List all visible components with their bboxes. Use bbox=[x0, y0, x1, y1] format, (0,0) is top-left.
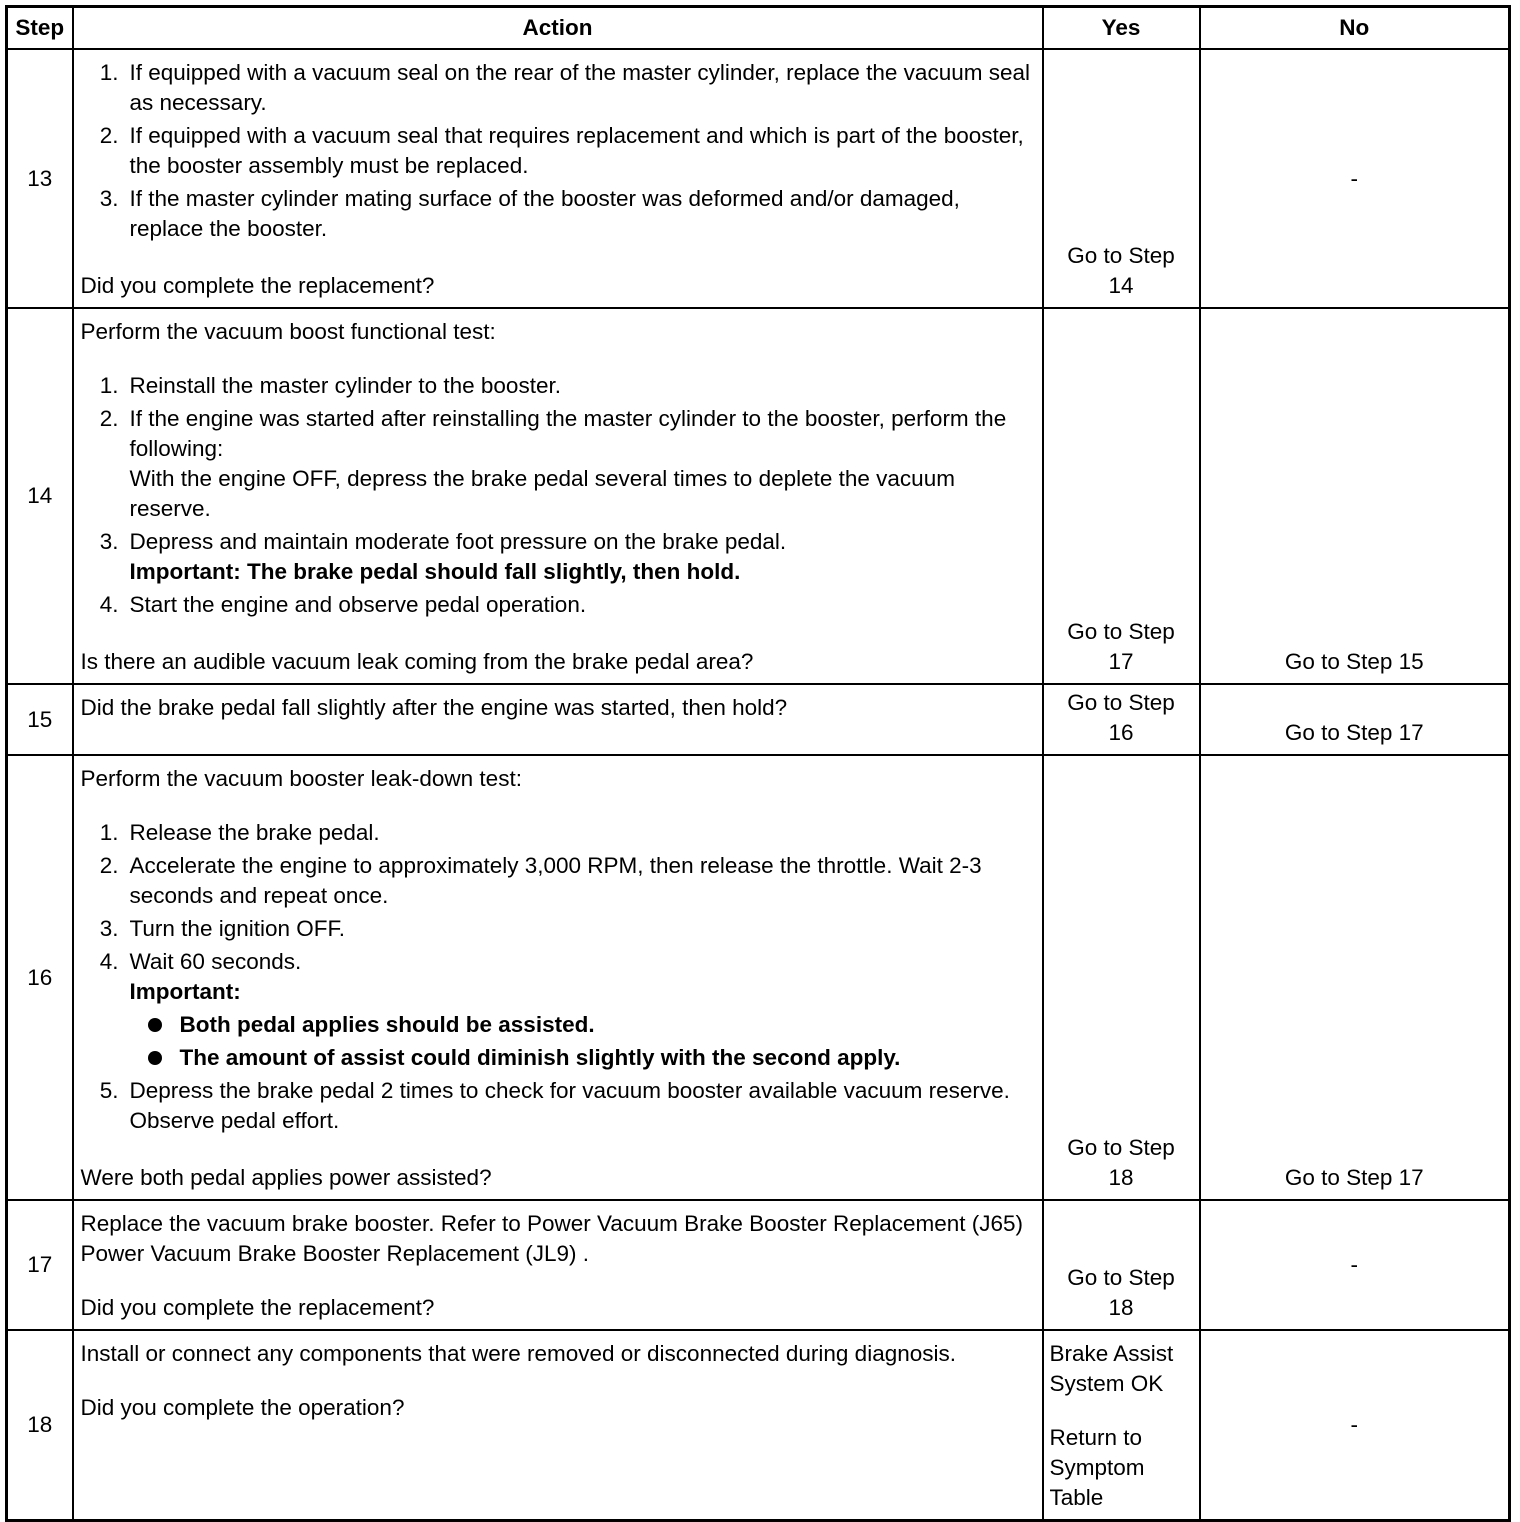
question-text: Did you complete the replacement? bbox=[80, 1295, 435, 1320]
yes-cell: Go to Step 16 bbox=[1043, 684, 1200, 755]
no-cell: Go to Step 17 bbox=[1200, 755, 1510, 1200]
important-label: Important: bbox=[129, 979, 241, 1004]
table-row bbox=[7, 1200, 1510, 1330]
action-list bbox=[81, 58, 1034, 244]
table-row bbox=[7, 308, 1510, 684]
intro-text: Perform the vacuum boost functional test: bbox=[80, 319, 496, 344]
action-cell bbox=[73, 308, 1043, 684]
step-number: 14 bbox=[7, 308, 73, 684]
table-row bbox=[7, 755, 1510, 1200]
intro-text: Install or connect any components that were removed or disconnected during diagnosis. bbox=[80, 1341, 957, 1366]
table-row bbox=[7, 1330, 1510, 1521]
action-cell bbox=[73, 684, 1043, 755]
intro-text: Perform the vacuum booster leak-down test: bbox=[80, 766, 522, 791]
list-item: 3. Depress and maintain moderate foot pressure on the brake pedal. Important: The brake pedal should fall slightly, then hold. bbox=[99, 529, 787, 584]
header-action: Action bbox=[73, 7, 1043, 50]
intro-text: Replace the vacuum brake booster. Refer to Power Vacuum Brake Booster Replacement (J65) Power Vacuum Brake Booster Replacement (JL9) . bbox=[80, 1211, 1024, 1266]
question-text: Did you complete the operation? bbox=[80, 1395, 405, 1420]
result-text: Brake Assist System OK bbox=[1049, 1341, 1174, 1396]
list-item: 1. Reinstall the master cylinder to the booster. bbox=[99, 373, 561, 398]
bullet-icon bbox=[148, 1051, 162, 1065]
action-cell bbox=[73, 49, 1043, 308]
action-cell bbox=[73, 1330, 1043, 1521]
yes-cell bbox=[1043, 1330, 1200, 1521]
step-number: 18 bbox=[7, 1330, 73, 1521]
yes-cell: Go to Step 17 bbox=[1043, 308, 1200, 684]
diagnostic-table bbox=[5, 5, 1511, 1522]
bullet-icon bbox=[148, 1018, 162, 1032]
question-text: Were both pedal applies power assisted? bbox=[80, 1165, 492, 1190]
question-text: Did you complete the replacement? bbox=[80, 273, 435, 298]
header-step: Step bbox=[7, 7, 73, 50]
question-text: Is there an audible vacuum leak coming from the brake pedal area? bbox=[80, 649, 754, 674]
step-number: 17 bbox=[7, 1200, 73, 1330]
list-item: 3. If the master cylinder mating surface of the booster was deformed and/or damaged, replace the booster. bbox=[99, 186, 960, 241]
header-no: No bbox=[1200, 7, 1510, 50]
action-list bbox=[81, 818, 1034, 1136]
important-label: Important: bbox=[129, 559, 247, 584]
table-row bbox=[7, 49, 1510, 308]
sub-instruction: With the engine OFF, depress the brake pedal several times to deplete the vacuum reserve. bbox=[129, 466, 955, 521]
important-note: The brake pedal should fall slightly, then hold. bbox=[247, 559, 741, 584]
table-row bbox=[7, 684, 1510, 755]
list-item: 1. Release the brake pedal. bbox=[99, 820, 380, 845]
list-item: 2. If equipped with a vacuum seal that requires replacement and which is part of the booster, the booster assembly must be replaced. bbox=[99, 123, 1024, 178]
list-item: 4. Wait 60 seconds. Important: Both pedal applies should be assisted. The amount of assist could diminish slightly with the second apply. bbox=[81, 947, 1034, 1073]
header-row bbox=[7, 7, 1510, 50]
action-cell bbox=[73, 755, 1043, 1200]
list-item: 3. Turn the ignition OFF. bbox=[99, 916, 346, 941]
step-number: 13 bbox=[7, 49, 73, 308]
no-cell: - bbox=[1200, 49, 1510, 308]
no-cell: Go to Step 15 bbox=[1200, 308, 1510, 684]
step-number: 15 bbox=[7, 684, 73, 755]
list-item: 2. Accelerate the engine to approximately 3,000 RPM, then release the throttle. Wait 2-3 seconds and repeat once. bbox=[99, 853, 982, 908]
step-number: 16 bbox=[7, 755, 73, 1200]
action-list bbox=[81, 371, 1034, 620]
no-cell: Go to Step 17 bbox=[1200, 684, 1510, 755]
action-cell bbox=[73, 1200, 1043, 1330]
header-yes: Yes bbox=[1043, 7, 1200, 50]
list-item: 2. If the engine was started after reinstalling the master cylinder to the booster, perform the following: With the engine OFF, depress the brake pedal several times to deplete the vacuum reserve. bbox=[99, 406, 1007, 521]
return-link-text: Return to Symptom Table bbox=[1049, 1425, 1145, 1510]
question-text: Did the brake pedal fall slightly after the engine was started, then hold? bbox=[80, 695, 788, 720]
no-cell: - bbox=[1200, 1200, 1510, 1330]
yes-cell: Go to Step 18 bbox=[1043, 755, 1200, 1200]
yes-cell: Go to Step 18 bbox=[1043, 1200, 1200, 1330]
important-bullets bbox=[130, 1010, 1034, 1073]
list-item: 5. Depress the brake pedal 2 times to check for vacuum booster available vacuum reserve. Observe pedal effort. bbox=[99, 1078, 1010, 1133]
no-cell: - bbox=[1200, 1330, 1510, 1521]
yes-cell: Go to Step 14 bbox=[1043, 49, 1200, 308]
list-item: 4. Start the engine and observe pedal operation. bbox=[99, 592, 587, 617]
bullet-item: The amount of assist could diminish slightly with the second apply. bbox=[130, 1043, 1034, 1073]
list-item: 1. If equipped with a vacuum seal on the rear of the master cylinder, replace the vacuum seal as necessary. bbox=[99, 60, 1030, 115]
bullet-item: Both pedal applies should be assisted. bbox=[130, 1010, 1034, 1040]
